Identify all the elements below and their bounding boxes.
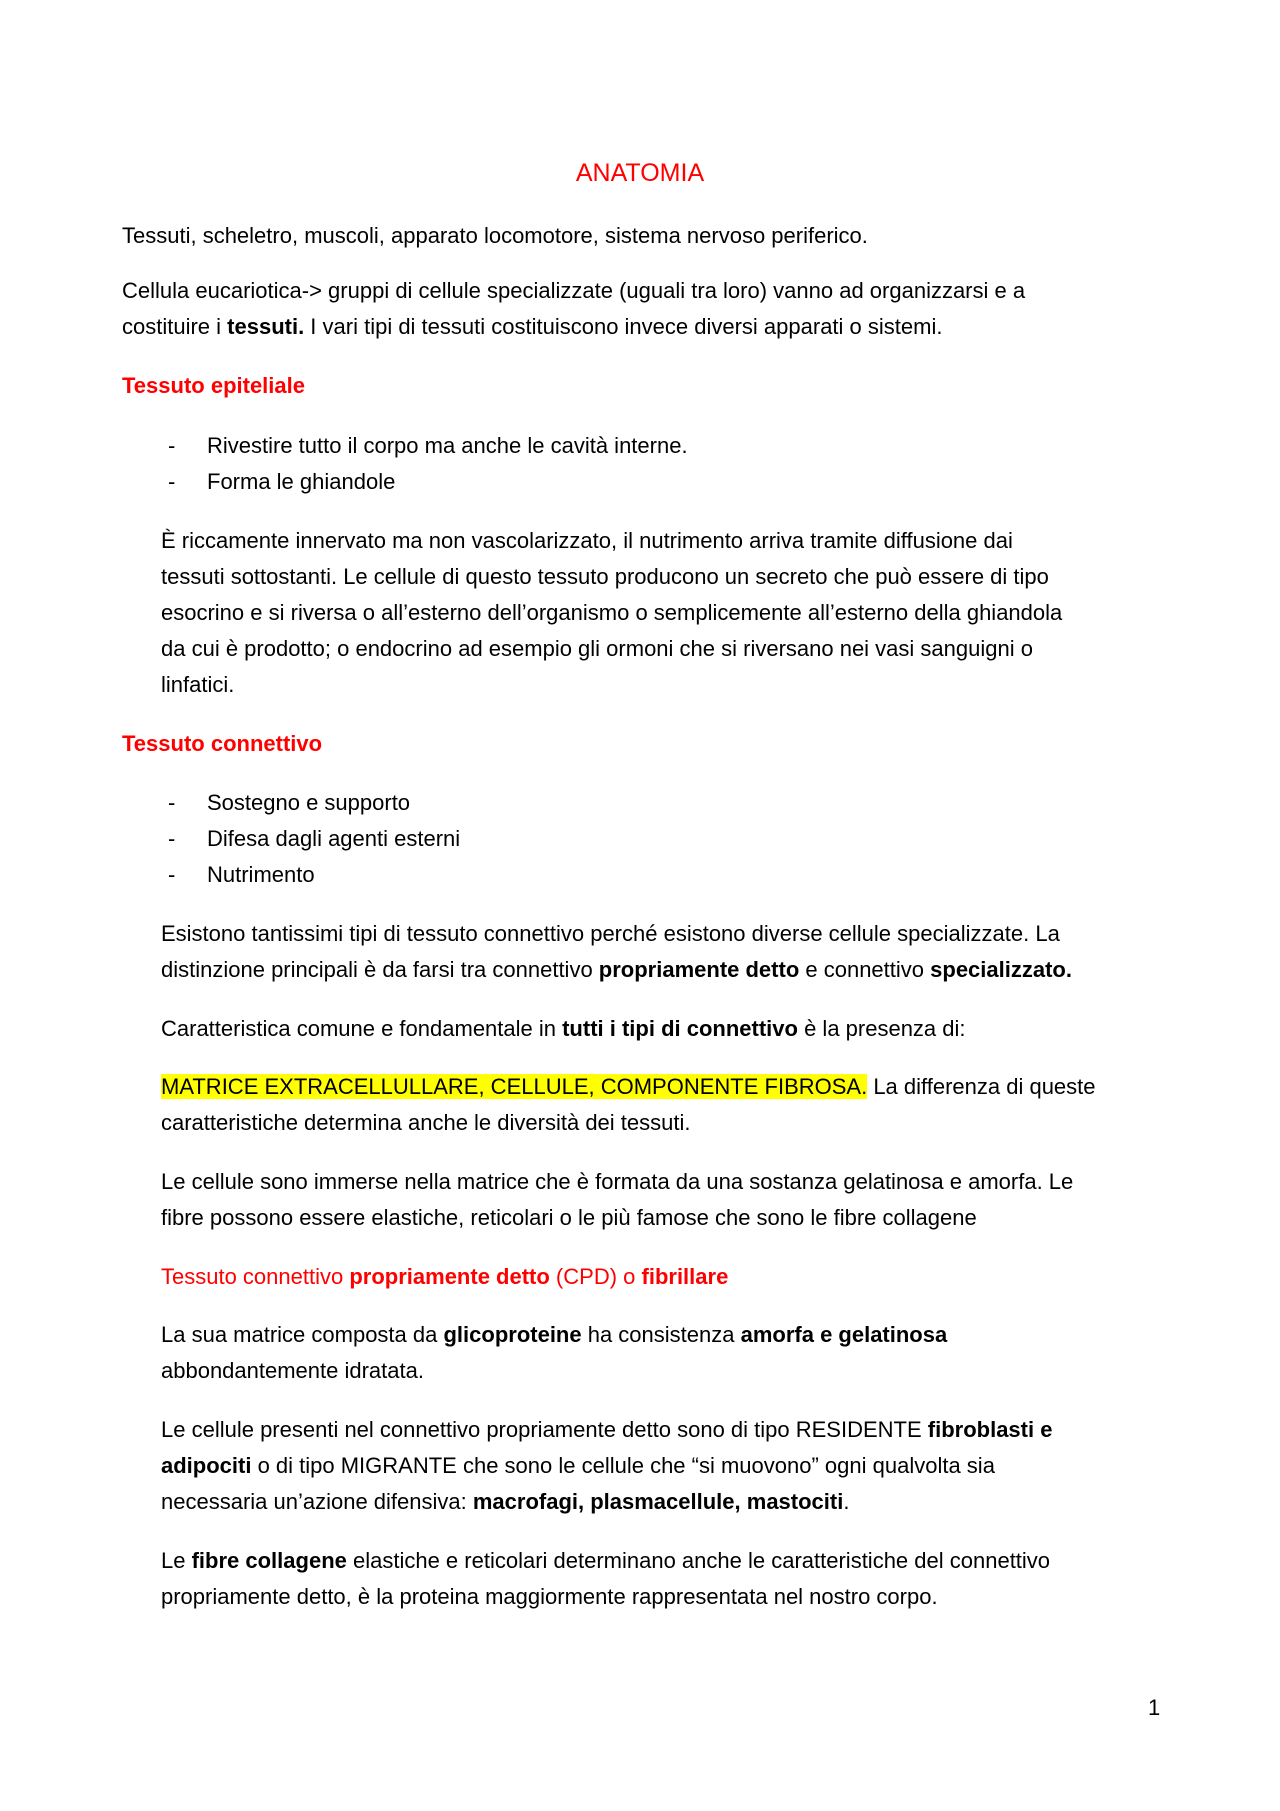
connettivo-paragraph-4: Le cellule sono immerse nella matrice che è formata da una sostanza gelatinosa e amorfa. Le fibre possono essere elastiche, reticolari o le più famose che sono le fibre collagene: [161, 1169, 1074, 1230]
connettivo-paragraph-1: Esistono tantissimi tipi di tessuto connettivo perché esistono diverse cellule specializzate. La distinzione principali è da farsi tra connettivo propriamente detto e connettivo specializzato.: [161, 921, 1072, 982]
heading-connettivo: Tessuto connettivo: [122, 731, 323, 756]
cpd-paragraph-2: Le cellule presenti nel connettivo propriamente detto sono di tipo RESIDENTE fibroblasti e adipociti o di tipo MIGRANTE che sono le cellule che “si muovono” ogni qualvolta sia necessaria un’azione difensiva: macrofagi, plasmacellule, mastociti.: [161, 1417, 1053, 1514]
page-number: 1: [1148, 1695, 1161, 1720]
heading-epiteliale: Tessuto epiteliale: [122, 373, 305, 398]
intro-text: Tessuti, scheletro, muscoli, apparato locomotore, sistema nervoso periferico.: [122, 223, 868, 248]
cpd-paragraph-1: La sua matrice composta da glicoproteine ha consistenza amorfa e gelatinosa abbondantemente idratata.: [161, 1322, 948, 1383]
page-title: ANATOMIA: [575, 159, 705, 187]
cell-paragraph: [122, 273, 1025, 345]
cell-line-2: costituire i tessuti. I vari tipi di tessuti costituiscono invece diversi apparati o sistemi.: [122, 314, 943, 339]
connettivo-paragraph-3: MATRICE EXTRACELLULLARE, CELLULE, COMPONENTE FIBROSA. La differenza di queste caratteristiche determina anche le diversità dei tessuti.: [161, 1074, 1096, 1135]
cpd-paragraph-3: Le fibre collagene elastiche e reticolari determinano anche le caratteristiche del connettivo propriamente detto, è la proteina maggiormente rappresentata nel nostro corpo.: [161, 1548, 1051, 1609]
epiteliale-paragraph: È riccamente innervato ma non vascolarizzato, il nutrimento arriva tramite diffusione dai tessuti sottostanti. Le cellule di questo tessuto producono un secreto che può essere di tipo esocrino e si riversa o all’esterno dell’organismo o semplicemente all’esterno della ghiandola da cui è prodotto; o endocrino ad esempio gli ormoni che si riversano nei vasi sanguigni o linfatici.: [161, 528, 1063, 697]
cell-line-1: Cellula eucariotica-> gruppi di cellule specializzate (uguali tra loro) vanno ad organizzarsi e a: [122, 278, 1026, 303]
heading-cpd: Tessuto connettivo propriamente detto (CPD) o fibrillare: [161, 1264, 729, 1289]
highlighted-text: MATRICE EXTRACELLULLARE, CELLULE, COMPONENTE FIBROSA.: [161, 1074, 868, 1099]
document-page: ANATOMIA Tessuti, scheletro, muscoli, apparato locomotore, sistema nervoso periferico. Cellula eucariotica-> gruppi di cellule specializzate (uguali tra loro) vanno ad organizzarsi e a costituire i tessuti. I vari tipi di tessuti costituiscono invece diversi apparati o sistemi. Tessuto epiteliale - Rivestire tutto il corpo ma anche le cavità interne. - Forma le ghiandole È riccamente innervato ma non vascolarizzato, il nutrimento arriva tramite diffusione dai tessuti sottostanti. Le cellule di questo tessuto producono un secreto che può essere di tipo esocrino e si riversa o all’esterno dell’organismo o semplicemente all’esterno della ghiandola da cui è prodotto; o endocrino ad esempio gli ormoni che si riversano nei vasi sanguigni o linfatici. Tessuto connettivo - Sostegno e supporto - Difesa dagli agenti esterni - Nutrimento Esistono tantissimi tipi di tessuto connettivo perché esistono diverse cellule specializzate. La distinzione principali è da farsi tra connettivo propriamente detto e connettivo specializzato. Caratteristica comune e fondamentale in tutti i tipi di connettivo è la presenza di: MATRICE EXTRACELLULLARE, CELLULE, COMPONENTE FIBROSA. La differenza di queste caratteristiche determina anche le diversità dei tessuti. Le cellule sono immerse nella matrice che è formata da una sostanza gelatinosa e amorfa. Le fibre possono essere elastiche, reticolari o le più famose che sono le fibre collagene Tessuto connettivo propriamente detto (CPD) o fibrillare La sua matrice composta da glicoproteine ha consistenza amorfa e gelatinosa abbondantemente idratata. Le cellule presenti nel connettivo propriamente detto sono di tipo RESIDENTE fibroblasti e adipociti o di tipo MIGRANTE che sono le cellule che “si muovono” ogni qualvolta sia necessaria un’azione difensiva: macrofagi, plasmacellule, mastociti. Le fibre collagene elastiche e reticolari determinano anche le caratteristiche del connettivo propriamente detto, è la proteina maggiormente rappresentata nel nostro corpo. 1: [0, 0, 1280, 1811]
connettivo-paragraph-2: Caratteristica comune e fondamentale in tutti i tipi di connettivo è la presenza di:: [161, 1016, 966, 1041]
